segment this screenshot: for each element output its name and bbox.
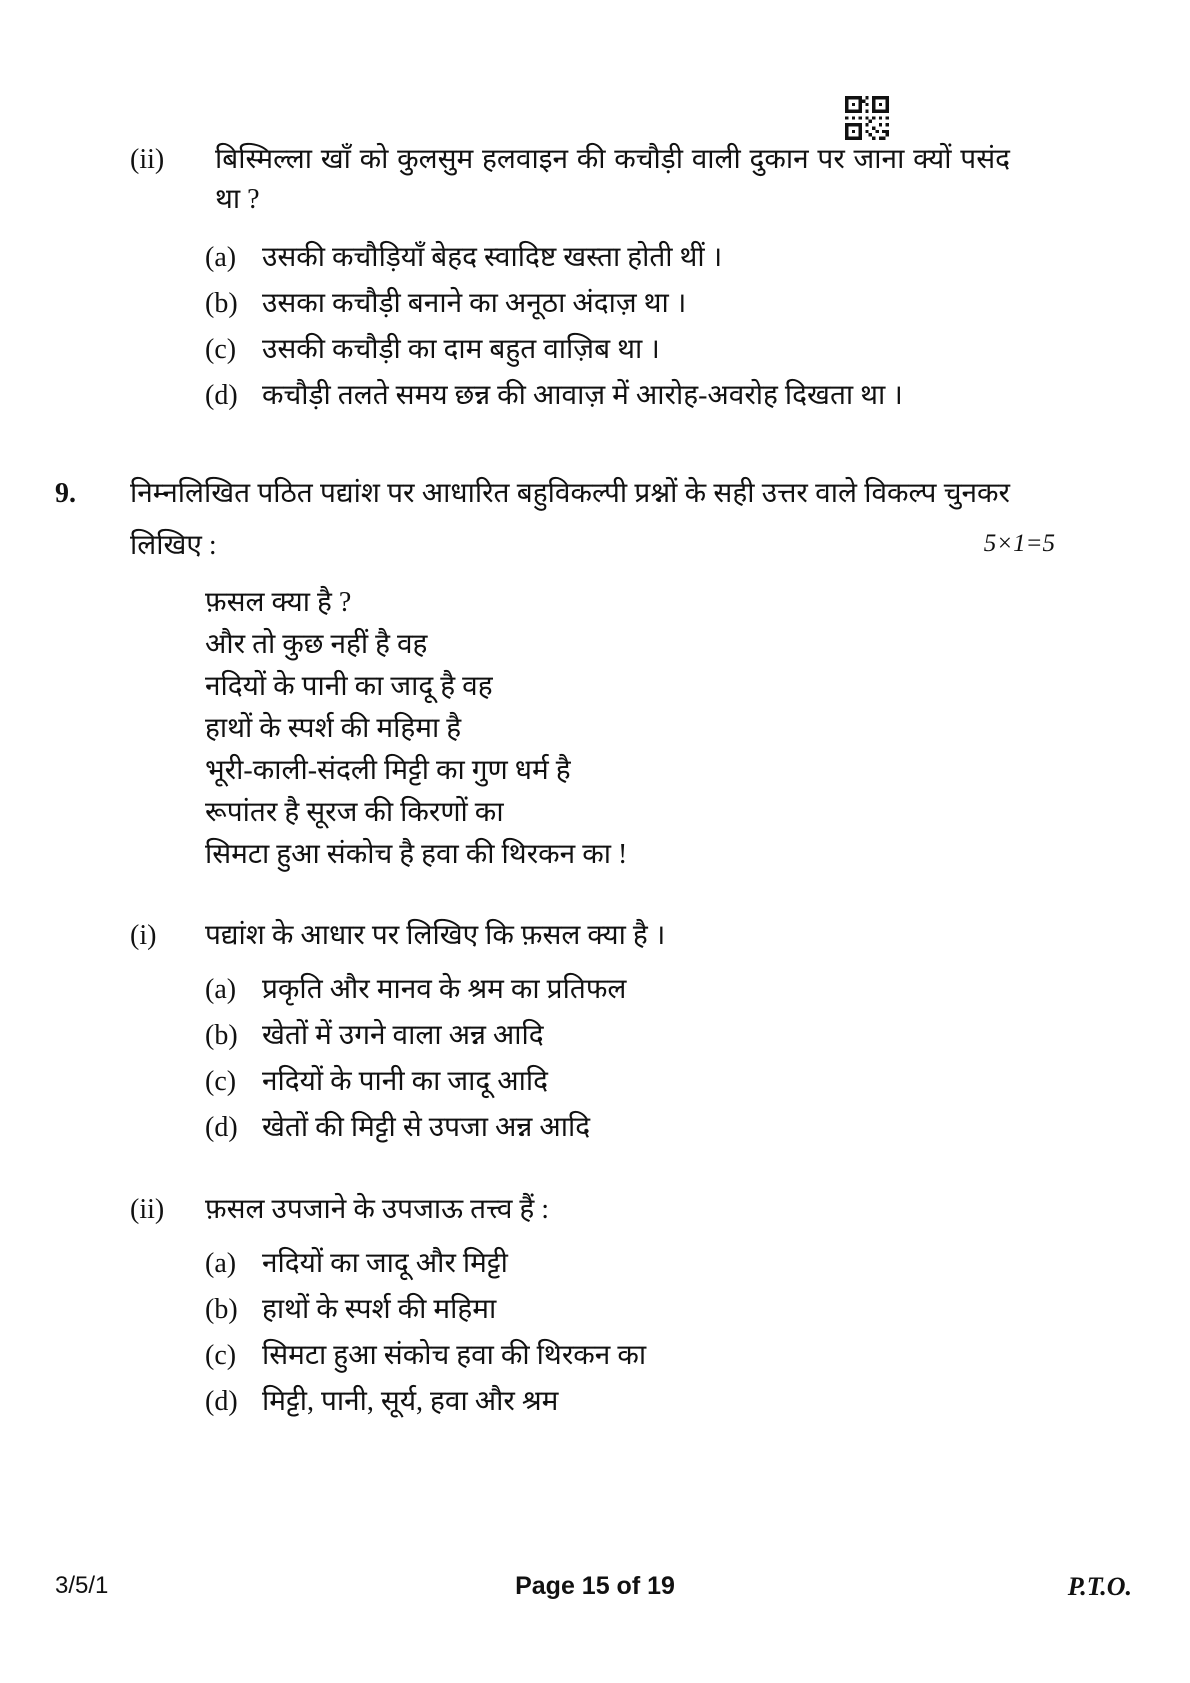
option-text: प्रकृति और मानव के श्रम का प्रतिफल (262, 974, 627, 1005)
sub-question-text: फ़सल उपजाने के उपजाऊ तत्त्व हैं : (205, 1194, 550, 1225)
option-text: खेतों में उगने वाला अन्न आदि (262, 1020, 544, 1051)
option-label: (d) (205, 1386, 238, 1417)
option-label: (a) (205, 1248, 237, 1279)
option-text: मिट्टी, पानी, सूर्य, हवा और श्रम (262, 1386, 559, 1417)
option-label: (c) (205, 334, 237, 365)
poem-line: हाथों के स्पर्श की महिमा है (205, 713, 462, 744)
poem-line: भूरी-काली-संदली मिट्टी का गुण धर्म है (205, 755, 571, 786)
sub-question-number: (i) (130, 920, 157, 951)
option-label: (d) (205, 380, 238, 411)
option-a (205, 970, 1055, 1010)
option-text: नदियों का जादू और मिट्टी (262, 1248, 508, 1279)
sub-question-number: (ii) (130, 1194, 165, 1225)
question-text: बिस्मिल्ला खाँ को कुलसुम हलवाइन की कचौड़ी वाली दुकान पर जाना क्यों पसंद था ? (215, 144, 1010, 215)
marks-label: 5×1=5 (983, 530, 1055, 557)
poem-line: फ़सल क्या है ? (205, 587, 352, 618)
poem-line: और तो कुछ नहीं है वह (205, 629, 428, 660)
option-label: (b) (205, 288, 238, 319)
options-list (205, 970, 1055, 1148)
option-b (205, 1016, 1055, 1056)
qr-code-icon (845, 96, 889, 140)
option-label: (c) (205, 1066, 237, 1097)
option-text: हाथों के स्पर्श की महिमा (262, 1294, 497, 1325)
option-d (205, 1108, 1055, 1148)
set-code: 3/5/1 (55, 1572, 109, 1599)
question-text: निम्नलिखित पठित पद्यांश पर आधारित बहुविकल्पी प्रश्नों के सही उत्तर वाले विकल्प चुनकर लिखिए : (130, 478, 1010, 561)
option-text: उसकी कचौड़ी का दाम बहुत वाज़िब था । (262, 334, 660, 365)
option-text: उसकी कचौड़ियाँ बेहद स्वादिष्ट खस्ता होती थीं । (262, 242, 723, 273)
option-label: (c) (205, 1340, 237, 1371)
option-c (205, 1336, 1055, 1376)
sub-question-i (130, 916, 1055, 1148)
option-d (205, 376, 1010, 416)
sub-question-ii (130, 1190, 1055, 1422)
option-label: (a) (205, 974, 237, 1005)
options-list (205, 238, 1010, 416)
option-text: कचौड़ी तलते समय छन्न की आवाज़ में आरोह-अवरोह दिखता था । (262, 380, 903, 411)
option-b (205, 1290, 1055, 1330)
option-a (205, 1244, 1055, 1284)
option-c (205, 1062, 1055, 1102)
page-number: Page 15 of 19 (515, 1572, 675, 1600)
option-text: नदियों के पानी का जादू आदि (262, 1066, 548, 1097)
poem-line: नदियों के पानी का जादू है वह (205, 671, 493, 702)
question-number: 9. (55, 478, 76, 509)
poem-line: सिमटा हुआ संकोच है हवा की थिरकन का ! (205, 839, 628, 870)
option-text: उसका कचौड़ी बनाने का अनूठा अंदाज़ था । (262, 288, 687, 319)
sub-question-text: पद्यांश के आधार पर लिखिए कि फ़सल क्या है । (205, 920, 666, 951)
option-text: सिमटा हुआ संकोच हवा की थिरकन का (262, 1340, 647, 1371)
question-8-ii (130, 140, 1010, 416)
options-list (205, 1244, 1055, 1422)
option-label: (b) (205, 1020, 238, 1051)
option-a (205, 238, 1010, 278)
question-9 (55, 468, 1055, 1422)
option-label: (d) (205, 1112, 238, 1143)
pto-label: P.T.O. (1067, 1572, 1132, 1601)
option-c (205, 330, 1010, 370)
poem-line: रूपांतर है सूरज की किरणों का (205, 797, 504, 828)
option-label: (b) (205, 1294, 238, 1325)
option-d (205, 1382, 1055, 1422)
page-footer (0, 1572, 1190, 1612)
option-b (205, 284, 1010, 324)
question-number: (ii) (130, 144, 165, 175)
option-label: (a) (205, 242, 237, 273)
poem-passage (205, 582, 1055, 876)
option-text: खेतों की मिट्टी से उपजा अन्न आदि (262, 1112, 591, 1143)
